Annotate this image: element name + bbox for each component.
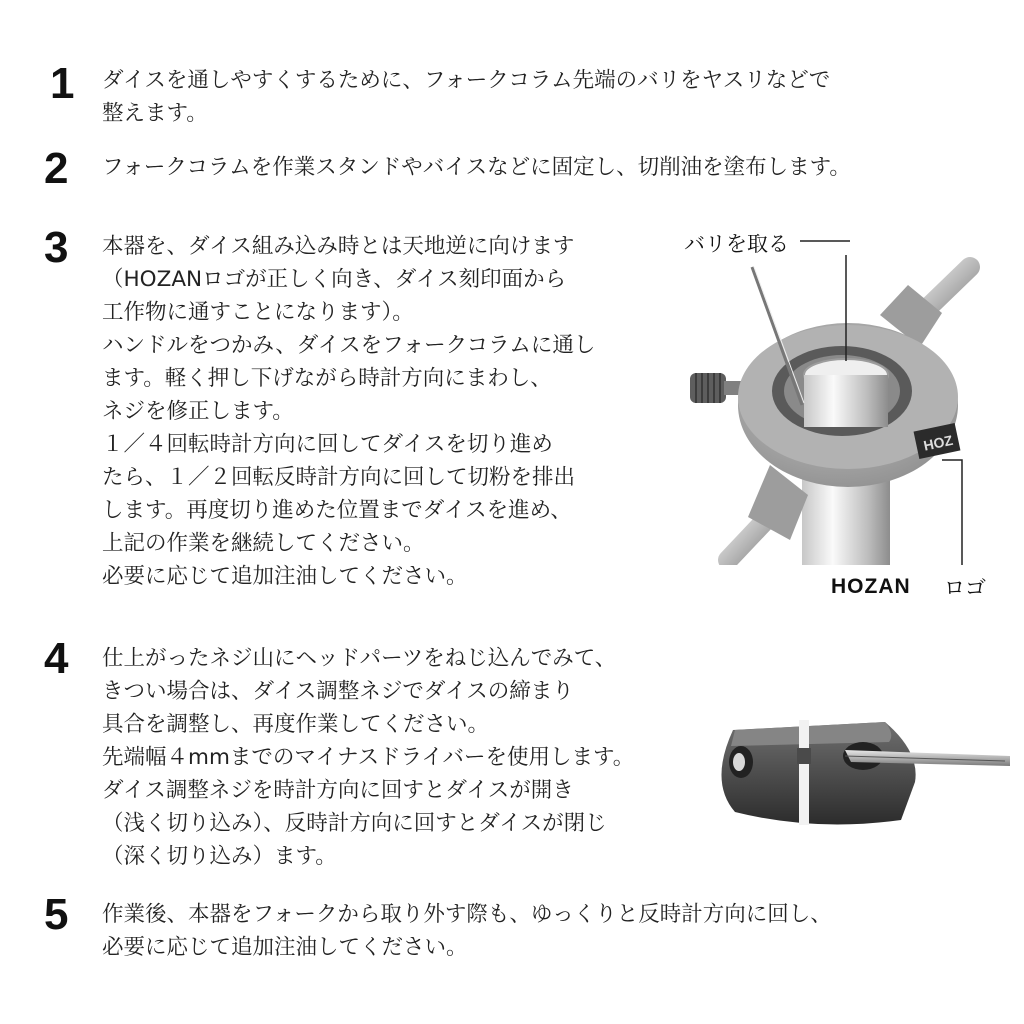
- step-text-2: [102, 151, 851, 184]
- text-line: １／４回転時計方向に回してダイスを切り進め: [102, 432, 553, 457]
- text-line: 整えます。: [102, 101, 208, 126]
- logo-engraving: HOZ: [922, 431, 955, 454]
- burr-callout-label: バリを取る: [684, 232, 789, 256]
- text-line: 仕上がったネジ山にヘッドパーツをねじ込んでみて、: [102, 646, 617, 671]
- burr-callout-line: [800, 240, 850, 244]
- text-line: ネジを修正します。: [102, 399, 294, 424]
- die-split-gap: [799, 720, 809, 825]
- text-line: （深く切り込み）ます。: [102, 844, 337, 869]
- step-text-1: [102, 64, 830, 130]
- text-line: 具合を調整し、再度作業してください。: [102, 712, 490, 737]
- text-line: ダイス調整ネジを時計方向に回すとダイスが開き: [102, 778, 574, 803]
- text-line: します。再度切り進めた位置までダイスを進め、: [102, 498, 572, 523]
- text-line: きつい場合は、ダイス調整ネジでダイスの締まり: [102, 679, 574, 704]
- step-number-3: 3: [44, 223, 69, 272]
- text-line: ます。軽く押し下げながら時計方向にまわし、: [102, 366, 552, 391]
- text-line: （HOZANロゴが正しく向き、ダイス刻印面から: [102, 267, 567, 292]
- text-line: ダイスを通しやすくするために、フォークコラム先端のバリをヤスリなどで: [102, 68, 831, 93]
- step-number-1: 1: [50, 59, 75, 108]
- step-text-5: [102, 898, 832, 964]
- split-die-figure: [705, 712, 1015, 830]
- text-line: 必要に応じて追加注油してください。: [102, 935, 468, 960]
- text-line: たら、１／２回転反時計方向に回して切粉を排出: [102, 465, 576, 490]
- text-line: ハンドルをつかみ、ダイスをフォークコラムに通し: [102, 333, 596, 358]
- step-number-4: 4: [44, 634, 69, 683]
- step-number-2: 2: [44, 144, 69, 193]
- text-line: 作業後、本器をフォークから取り外す際も、ゆっくりと反時計方向に回し、: [102, 902, 832, 927]
- die-handle-figure: [680, 255, 980, 565]
- text-line: 本器を、ダイス組み込み時とは天地逆に向けます: [102, 234, 575, 259]
- step-text-3: [102, 230, 595, 593]
- step-number-5: 5: [44, 890, 69, 939]
- text-line: （浅く切り込み）、反時計方向に回すとダイスが閉じ: [102, 811, 607, 836]
- hozan-logo: HOZAN: [831, 575, 911, 598]
- text-line: 上記の作業を継続してください。: [102, 531, 425, 556]
- logo-caption: ロゴ: [944, 576, 986, 600]
- text-line: 先端幅４mmまでのマイナスドライバーを使用します。: [102, 745, 635, 770]
- text-line: フォークコラムを作業スタンドやバイスなどに固定し、切削油を塗布します。: [102, 155, 851, 180]
- logo-callout-leader: [942, 460, 962, 565]
- adjust-screw-slot: [797, 748, 811, 764]
- text-line: 必要に応じて追加注油してください。: [102, 564, 468, 589]
- text-line: 工作物に通すことになります）。: [102, 300, 414, 325]
- step-text-4: [102, 642, 634, 873]
